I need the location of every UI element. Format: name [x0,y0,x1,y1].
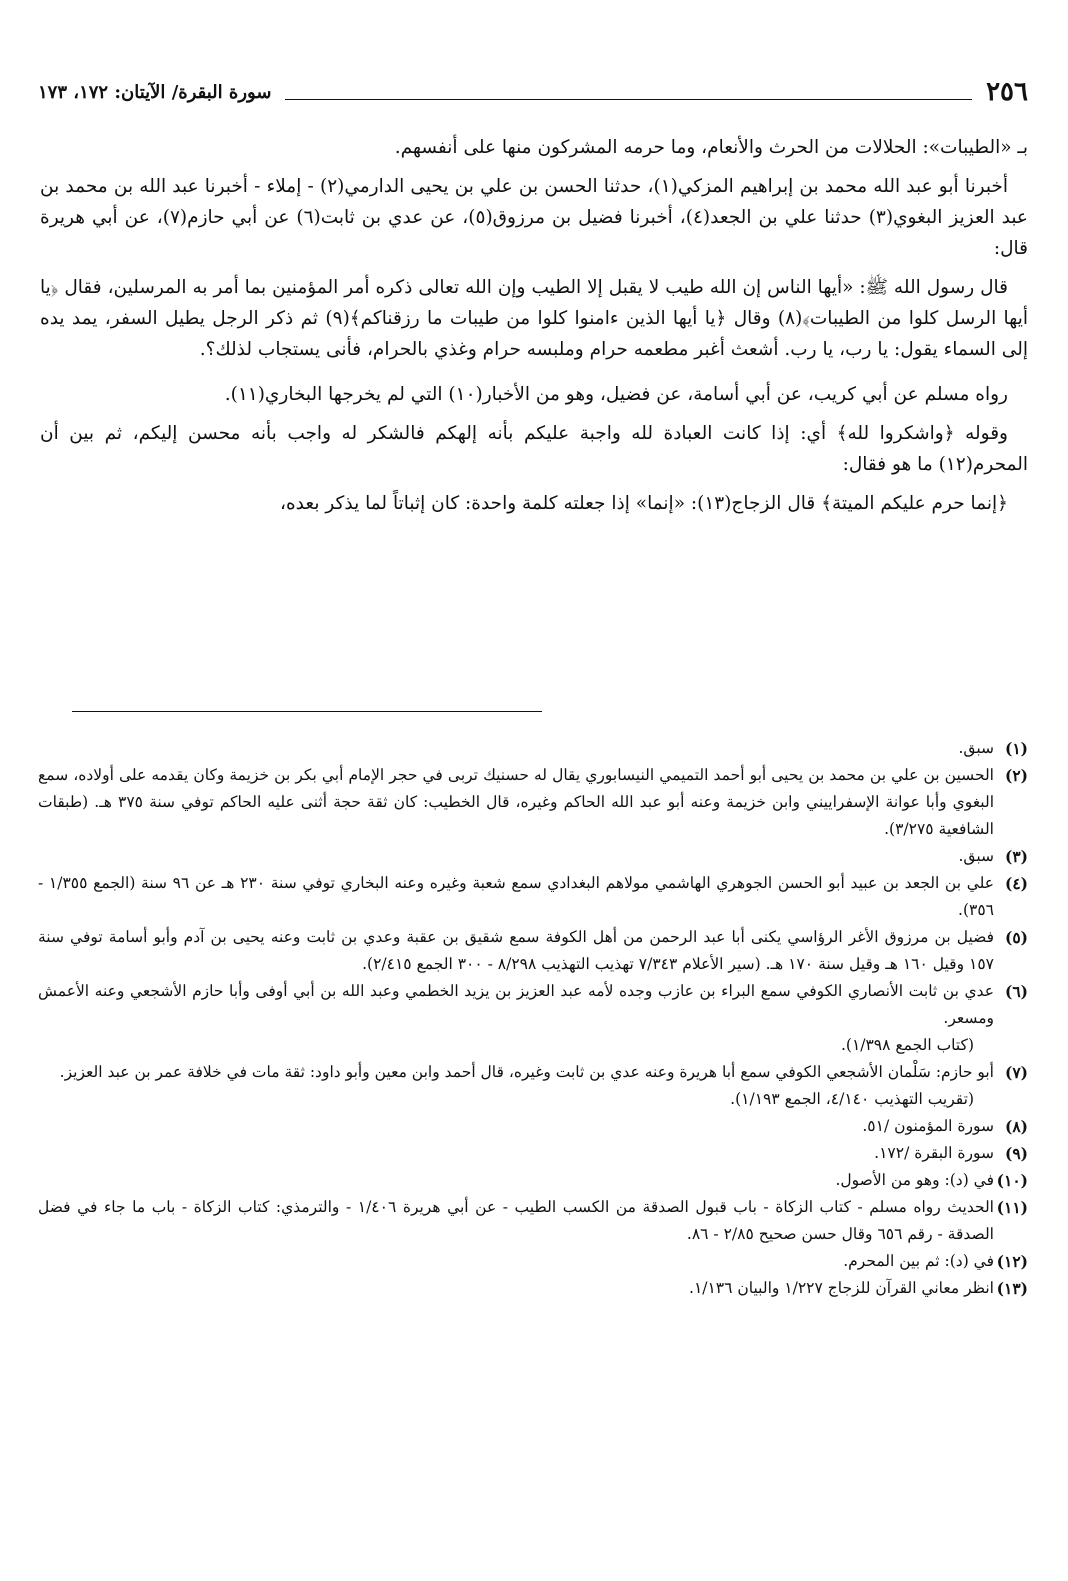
footnote-body: سورة المؤمنون /٥١. [862,1117,994,1135]
main-text [40,132,1028,527]
main-paragraph: أخبرنا أبو عبد الله محمد بن إبراهيم المزكي(١)، حدثنا الحسن بن علي بن يحيى الدارمي(٢) - إملاء - أخبرنا عبد الله بن محمد بن عبد العزيز البغوي(٣) حدثنا علي بن الجعد(٤)، أخبرنا فضيل بن مرزوق(٥)، عن عدي بن ثابت(٦) عن أبي حازم(٧)، عن أبي هريرة قال: [40,176,1028,259]
footnote-text [38,978,994,1059]
footnote-body: الحديث رواه مسلم - كتاب الزكاة - باب قبول الصدقة من الكسب الطيب - عن أبي هريرة ١/٤٠٦ - والترمذي: كتاب الزكاة - باب ما جاء في فضل الصدقة - رقم ٦٥٦ وقال حسن صحيح ٢/٨٥ - ٨٦. [38,1198,994,1243]
footnote-text [38,843,994,870]
footnote-number: (٧) [1004,1063,1028,1082]
footnote-item [38,1140,1028,1167]
footnote-number: (١٠) [996,1171,1028,1190]
footnote-body: الحسين بن علي بن محمد بن يحيى أبو أحمد التميمي النيسابوري يقال له حسنيك تربى في حجر الإمام أبي بكر بن خزيمة وكان يقدمه على أولاده، سمع البغوي وأبا عوانة الإسفراييني وابن خزيمة وعنه أبو عبد الله الحاكم وغيره، قال الخطيب: كان ثقة حجة أثنى عليه الحاكم توفي سنة ٣٧٥ هـ. (طبقات الشافعية ٣/٢٧٥). [38,766,995,838]
footnote-number: (١٢) [996,1252,1028,1271]
page-header [38,72,1028,112]
footnote-item [38,924,1028,978]
footnote-text [38,1113,994,1140]
footnote-text [38,1059,994,1113]
footnote-number: (٣) [1004,847,1028,866]
footnote-text [38,1167,994,1194]
footnote-item [38,1194,1028,1248]
footnote-text [38,735,994,762]
footnotes [38,735,1028,1302]
footnote-number: (٩) [1004,1144,1028,1163]
footnote-item [38,735,1028,762]
footnote-text [38,762,994,843]
footnote-item [38,1059,1028,1113]
footnote-body: في (د): ثم بين المحرم. [843,1252,994,1270]
footnote-separator [72,711,542,712]
footnote-item [38,1248,1028,1275]
footnote-number: (١٣) [996,1279,1028,1298]
footnote-body: علي بن الجعد بن عبيد أبو الحسن الجوهري الهاشمي مولاهم البغدادي سمع شعبة وغيره وعنه البخاري توفي سنة ٢٣٠ هـ عن ٩٦ سنة (الجمع ١/٣٥٥ - ٣٥٦). [38,874,994,919]
footnote-number: (٤) [1004,874,1028,893]
main-paragraph: بـ «الطيبات»: الحلالات من الحرث والأنعام، وما حرمه المشركون منها على أنفسهم. [394,137,1028,158]
main-paragraph: وقوله ﴿واشكروا لله﴾ أي: إذا كانت العبادة لله واجبة عليكم بأنه إلهكم فالشكر له واجب بأنه محسن إليكم، ثم بين أن المحرم(١٢) ما هو فقال: [40,423,1028,475]
footnote-item [38,870,1028,924]
footnote-body: أبو حازم: سَلْمان الأشجعي الكوفي سمع أبا هريرة وعنه عدي بن ثابت وغيره، قال أحمد وابن معين وأبو داود: ثقة مات في خلافة عمر بن عبد العزيز. [59,1063,994,1081]
header-rule [285,98,972,100]
page-number: ٢٥٦ [986,77,1028,107]
footnote-reference: (تقريب التهذيب ٤/١٤٠، الجمع ١/١٩٣). [730,1090,974,1108]
footnote-number: (١١) [996,1198,1028,1217]
running-title: سورة البقرة/ الآيتان: ١٧٢، ١٧٣ [38,81,272,103]
footnote-number: (٢) [1004,766,1028,785]
footnote-text [38,1248,994,1275]
footnote-item [38,1275,1028,1302]
footnote-item [38,843,1028,870]
footnote-body: سورة البقرة /١٧٢. [874,1144,994,1162]
footnote-item [38,762,1028,843]
footnote-body: سبق. [958,739,994,757]
footnote-body: انظر معاني القرآن للزجاج ١/٢٢٧ والبيان ١/١٣٦. [689,1279,994,1297]
footnote-text [38,870,994,924]
main-paragraph: ﴿إنما حرم عليكم الميتة﴾ قال الزجاج(١٣): «إنما» إذا جعلته كلمة واحدة: كان إثباتاً لما يذكر بعده، [280,493,1008,514]
footnote-body: عدي بن ثابت الأنصاري الكوفي سمع البراء بن عازب وجده لأمه عبد العزيز بن يزيد الخطمي وعبد الله بن أبي أوفى وأبا حازم الأشجعي وعنه الأعمش ومسعر. [38,982,994,1027]
main-paragraph: رواه مسلم عن أبي كريب، عن أبي أسامة، عن فضيل، وهو من الأخبار(١٠) التي لم يخرجها البخاري(١١). [224,384,1008,405]
footnote-body: فضيل بن مرزوق الأغر الرؤاسي يكنى أبا عبد الرحمن من أهل الكوفة سمع شقيق بن عقبة وعدي بن ثابت وعنه يحيى بن آدم وأبو أسامة توفي سنة ١٥٧ وقيل ١٦٠ هـ وقيل سنة ١٧٠ هـ. (سير الأعلام ٧/٣٤٣ تهذيب التهذيب ٨/٢٩٨ - ٣٠٠ الجمع ٢/٤١٥). [38,928,994,973]
footnote-number: (٥) [1004,928,1028,947]
footnote-text [38,924,994,978]
footnote-number: (١) [1004,739,1028,758]
footnote-item [38,1113,1028,1140]
footnote-body: سبق. [958,847,994,865]
footnote-reference: (كتاب الجمع ١/٣٩٨). [840,1036,974,1054]
main-paragraph: قال رسول الله ﷺ: «أيها الناس إن الله طيب لا يقبل إلا الطيب وإن الله تعالى ذكره أمر المؤمنين بما أمر به المرسلين، فقال ﴿يا أيها الرسل كلوا من الطيبات﴾(٨) وقال ﴿يا أيها الذين ءامنوا كلوا من طيبات ما رزقناكم﴾(٩) ثم ذكر الرجل يطيل السفر، يمد يده إلى السماء يقول: يا رب، يا رب. أشعث أغبر مطعمه حرام وملبسه حرام وغذي بالحرام، فأنى يستجاب لذلك؟. [40,277,1029,360]
footnote-text [38,1275,994,1302]
footnote-text [38,1194,994,1248]
footnote-body: في (د): وهو من الأصول. [835,1171,994,1189]
footnote-number: (٨) [1004,1117,1028,1136]
footnote-item [38,1167,1028,1194]
footnote-item [38,978,1028,1059]
footnote-number: (٦) [1004,982,1028,1001]
footnote-text [38,1140,994,1167]
